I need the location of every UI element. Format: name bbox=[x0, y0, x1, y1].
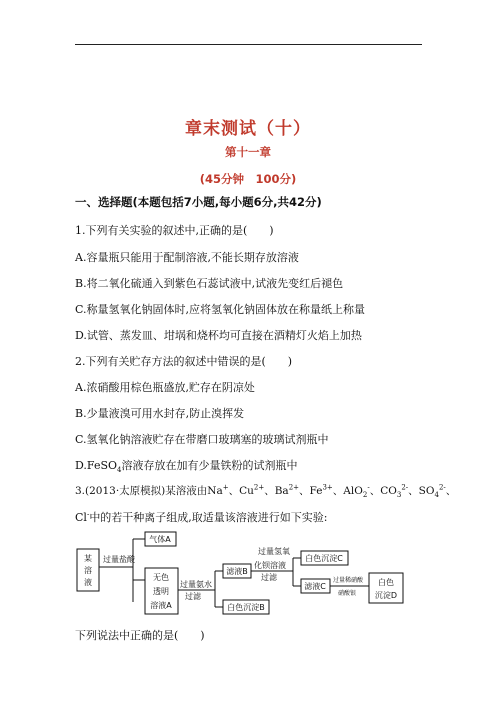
q1-option-d: D.试管、蒸发皿、坩埚和烧杯均可直接在酒精灯火焰上加热 bbox=[75, 329, 362, 342]
filtrate-c-label: 滤液C bbox=[304, 582, 326, 591]
solution-a-line-2: 透明 bbox=[153, 587, 169, 596]
reagent-hno3: 过量稀硝酸 bbox=[333, 577, 364, 584]
q2-option-c: C.氢氧化钠溶液贮存在带磨口玻璃塞的玻璃试剂瓶中 bbox=[75, 433, 329, 446]
start-box-char-2: 溶 bbox=[84, 566, 92, 575]
reagent-baoh2-filter: 过滤 bbox=[261, 573, 277, 582]
q1-option-c: C.称量氢氧化钠固体时,应将氢氧化钠固体放在称量纸上称量 bbox=[75, 303, 366, 316]
branch-lines-2 bbox=[178, 571, 223, 607]
solution-a-line-3: 溶液A bbox=[150, 601, 172, 610]
time-score: (45分钟 100分) bbox=[199, 172, 297, 186]
reagent-baoh2-mid: 化钡溶液 bbox=[254, 561, 286, 570]
q3-stem-line2: Cl-中的若干种离子组成,取适量该溶液进行如下实验: bbox=[75, 510, 328, 524]
white-d-line-2: 沉淀D bbox=[374, 591, 398, 600]
q1-option-b: B.将二氧化硫通入到紫色石蕊试液中,试液先变红后褪色 bbox=[75, 277, 344, 290]
q1-option-a: A.容量瓶只能用于配制溶液,不能长期存放溶液 bbox=[75, 251, 299, 264]
start-box-char-1: 某 bbox=[84, 554, 92, 563]
reagent-baoh2-top: 过量氢氧 bbox=[258, 547, 290, 556]
q3-stem: 3.(2013·太原模拟)某溶液由Na+、$Cu^{2+}$、$Ba^{2+}$、$Fe^{3+}$、AlO$_2$-、$CO_3^{2-}$、$SO_4^{2-}$、 bbox=[75, 483, 457, 500]
q3-followup: 下列说法中正确的是( ) bbox=[75, 629, 205, 642]
solution-a-line-1: 无色 bbox=[153, 573, 169, 582]
reagent-hcl: 过量盐酸 bbox=[103, 555, 135, 564]
chapter-title: 章末测试（十） bbox=[185, 119, 311, 139]
filtrate-b-label: 滤液B bbox=[226, 567, 248, 576]
reagent-ammonia: 过量氨水 bbox=[180, 580, 212, 589]
q2-option-a: A.浓硝酸用棕色瓶盛放,贮存在阴凉处 bbox=[75, 381, 255, 394]
gas-a-label: 气体A bbox=[149, 535, 171, 544]
white-c-label: 白色沉淀C bbox=[305, 554, 343, 563]
white-d-line-1: 白色 bbox=[378, 578, 394, 587]
white-b-label: 白色沉淀B bbox=[227, 603, 265, 612]
branch-lines-1 bbox=[99, 539, 145, 602]
q2-option-b: B.少量液溴可用水封存,防止溴挥发 bbox=[75, 407, 245, 420]
reagent-agno3: 硝酸银 bbox=[338, 590, 357, 597]
section-heading: 一、选择题(本题包括7小题,每小题6分,共42分) bbox=[75, 195, 322, 209]
q2-option-d: D.FeSO$_4$溶液存放在加有少量铁粉的试剂瓶中 bbox=[75, 459, 298, 475]
q2-stem: 2.下列有关贮存方法的叙述中错误的是( ) bbox=[75, 355, 293, 368]
start-box-char-3: 液 bbox=[84, 578, 92, 587]
header-rule bbox=[75, 44, 422, 45]
experiment-flowchart bbox=[75, 527, 415, 619]
q1-stem: 1.下列有关实验的叙述中,正确的是( ) bbox=[75, 224, 274, 237]
chapter-subtitle: 第十一章 bbox=[225, 145, 271, 159]
reagent-ammonia-filter: 过滤 bbox=[185, 592, 201, 601]
